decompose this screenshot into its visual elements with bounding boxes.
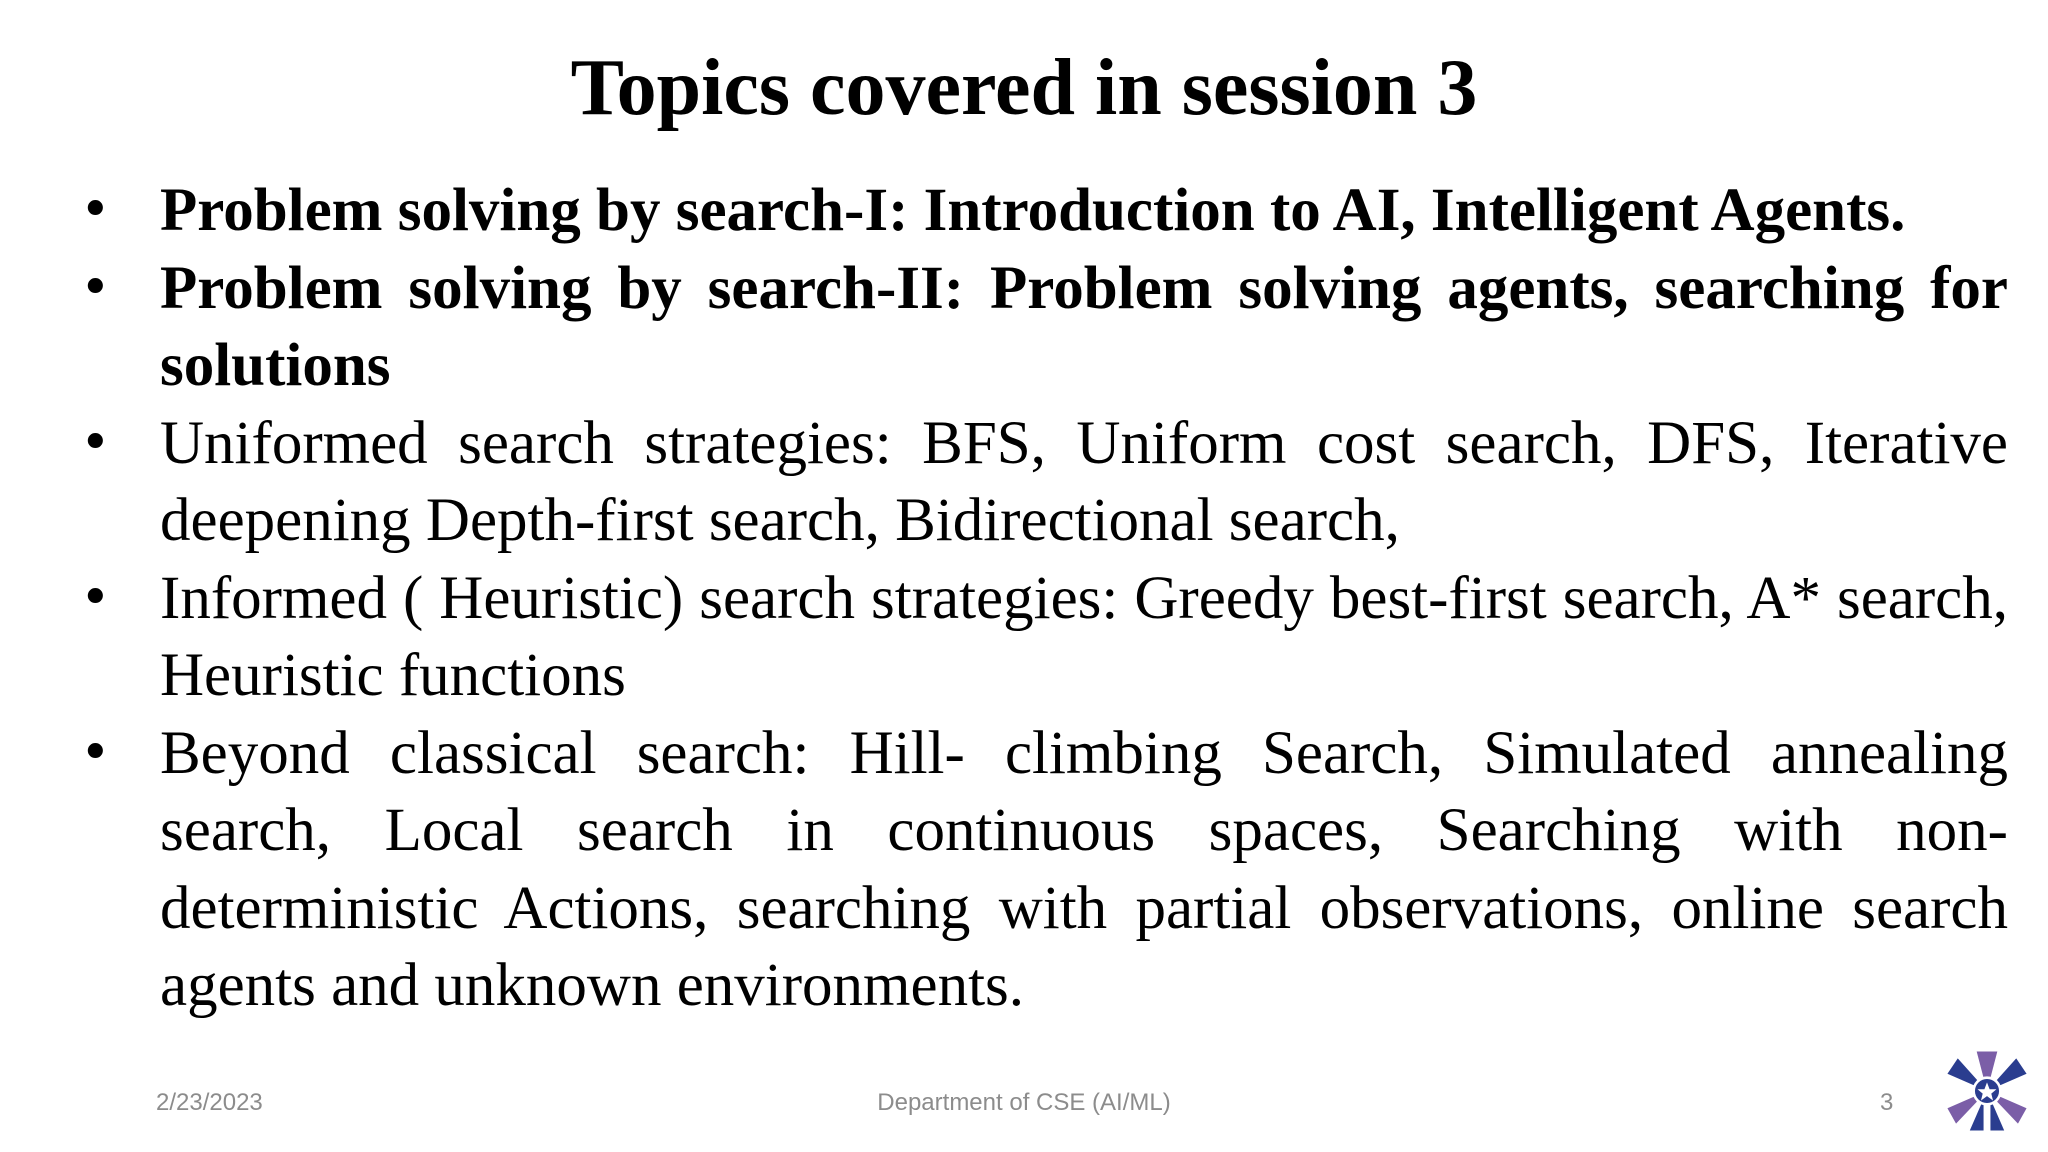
bullet-icon: •	[80, 257, 111, 318]
bullet-text: Problem solving by search-I: Introduction to AI, Intelligent Agents.	[160, 177, 1906, 244]
slide-number: 3	[1880, 1089, 1894, 1116]
institution-logo-icon	[1944, 1048, 2030, 1134]
slide-title: Topics covered in session 3	[570, 44, 1478, 132]
list-item	[80, 405, 2008, 560]
bullet-text: Beyond classical search: Hill- climbing Search, Simulated annealing search, Local search in continuous spaces, Searching with non-deterministic Actions, searching with partial observations, online search agents and unknown environments.	[160, 719, 2008, 1019]
bullet-icon: •	[80, 412, 111, 473]
list-item	[80, 250, 2008, 405]
bullet-text: Uniformed search strategies: BFS, Uniform cost search, DFS, Iterative deepening Depth-first search, Bidirectional search,	[160, 409, 2008, 554]
list-item	[80, 560, 2008, 715]
list-item	[80, 172, 2008, 250]
bullet-list	[80, 172, 2008, 1025]
bullet-icon: •	[80, 567, 111, 628]
bullet-icon: •	[80, 722, 111, 783]
list-item	[80, 715, 2008, 1025]
footer-date: 2/23/2023	[156, 1089, 263, 1116]
bullet-text: Problem solving by search-II: Problem solving agents, searching for solutions	[160, 254, 2008, 399]
bullet-text: Informed ( Heuristic) search strategies: Greedy best-first search, A* search, Heuristic functions	[160, 564, 2008, 709]
footer-department: Department of CSE (AI/ML)	[877, 1089, 1171, 1116]
bullet-icon: •	[80, 180, 111, 240]
